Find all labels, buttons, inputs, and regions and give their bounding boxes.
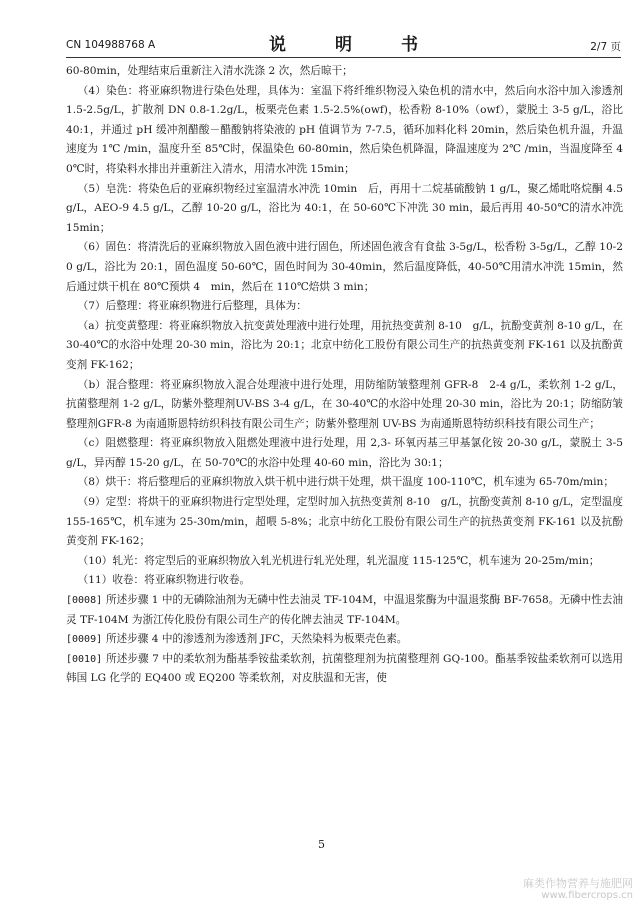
header-rule bbox=[66, 57, 621, 58]
step-6-color-fixing: （6）固色：将清洗后的亚麻织物放入固色液中进行固色，所述固色液含有食盐 3-5g/L，松香粉 3-5g/L，乙醇 10-20 g/L，浴比为 20:1，固色温度 50-60℃，固色时间为 30-40min，然后温度降低，40-50℃用清水冲洗 15min，然后通过烘干机在 80℃预烘 4 min，然后在 110℃焙烘 3 min； bbox=[66, 241, 623, 293]
paragraph-number: [0008] bbox=[66, 595, 103, 607]
watermark-site-name: 麻类作物营养与施肥网 bbox=[523, 877, 633, 890]
document-number: CN 104988768 A bbox=[66, 39, 156, 51]
step-7b-mixed-finishing: （b）混合整理：将亚麻织物放入混合处理液中进行处理，用防缩防皱整理剂 GFR-8 2-4 g/L，柔软剂 1-2 g/L，抗菌整理剂 1-2 g/L，防紫外整理剂UV-BS 3-4 g/L，在 30-40℃的水浴中处理 20-30 min，浴比为 20:1；防缩防皱整理剂GFR-8 为南通斯恩特纺织科技有限公司生产；防紫外整理剂 UV-BS 为南通斯恩特纺织科技有限公司生产； bbox=[66, 378, 623, 430]
page-header bbox=[66, 30, 621, 54]
document-body bbox=[66, 62, 623, 689]
step-7a-anti-yellowing: （a）抗变黄整理：将亚麻织物放入抗变黄处理液中进行处理，用抗热变黄剂 8-10 g/L，抗酚变黄剂 8-10 g/L，在 30-40℃的水浴中处理 20-30 min，浴比为 20:1；北京中纺化工股份有限公司生产的抗热黄变剂 FK-161 以及抗酚黄变剂 FK-162； bbox=[66, 319, 623, 371]
paragraph-number: [0009] bbox=[66, 634, 103, 646]
step-11-winding: （11）收卷：将亚麻织物进行收卷。 bbox=[77, 574, 251, 587]
paragraph-text: 所述步骤 1 中的无磷除油剂为无磷中性去油灵 TF-104M，中温退浆酶为中温退浆酶 BF-7658。无磷中性去油灵 TF-104M 为浙江传化股份有限公司生产的传化牌去油灵 TF-104M。 bbox=[66, 594, 623, 626]
paragraph-0009 bbox=[66, 630, 623, 650]
step-7-finishing: （7）后整理：将亚麻织物进行后整理，具体为： bbox=[77, 300, 307, 313]
step-9-setting: （9）定型：将烘干的亚麻织物进行定型处理，定型时加入抗热变黄剂 8-10 g/L，抗酚变黄剂 8-10 g/L，定型温度 155-165℃，机车速为 25-30m/min，超喂 5-8%；北京中纺化工股份有限公司生产的抗热黄变剂 FK-161 以及抗酚黄变剂 FK-162； bbox=[66, 496, 623, 548]
watermark-url: www.fibercrops.cn bbox=[541, 890, 633, 901]
page-number: 5 bbox=[318, 838, 325, 851]
step-4-dyeing: （4）染色：将亚麻织物进行染色处理，具体为：室温下将纤维织物浸入染色机的清水中，然后向水浴中加入渗透剂 1.5-2.5g/L，扩散剂 DN 0.8-1.2g/L，板栗壳色素 1.5-2.5%(owf)，松香粉 8-10%（owf），蒙脱土 3-5 g/L，浴比 40:1，并通过 pH 缓冲剂醋酸－醋酸钠将染液的 pH 值调节为 7-7.5，循环加料化料 20min，然后染色机升温，升温速度为 1℃ /min，温度升至 85℃时，保温染色 60-80min，然后染色机降温，降温速度为 2℃ /min，当温度降至 40℃时，将染料水排出并重新注入清水，用清水冲洗 15min； bbox=[66, 84, 623, 175]
paragraph-0010 bbox=[66, 650, 623, 689]
page-indicator: 2/7 页 bbox=[590, 41, 621, 53]
continued-text: 60-80min，处理结束后重新注入清水洗涤 2 次，然后晾干； bbox=[66, 65, 353, 77]
paragraph-number: [0010] bbox=[66, 653, 103, 665]
step-5-soaping: （5）皂洗：将染色后的亚麻织物经过室温清水冲洗 10min 后，再用十二烷基硫酸钠 1 g/L，聚乙烯吡咯烷酮 4.5 g/L，AEO-9 4.5 g/L，乙醇 10-20 g/L，浴比为 40:1，在 50-60℃下冲洗 30 min，最后再用 40-50℃的清水冲洗 15min； bbox=[66, 182, 623, 234]
step-10-calendering: （10）轧光：将定型后的亚麻织物放入轧光机进行轧光处理，轧光温度 115-125℃，机车速为 20-25m/min； bbox=[77, 554, 600, 567]
document-title: 说 明 书 bbox=[269, 35, 434, 55]
paragraph-text: 所述步骤 7 中的柔软剂为酯基季铵盐柔软剂，抗菌整理剂为抗菌整理剂 GQ-100。酯基季铵盐柔软剂可以选用韩国 LG 化学的 EQ400 或 EQ200 等柔软剂，对皮肤温和无害，使 bbox=[66, 652, 623, 685]
paragraph-0008 bbox=[66, 591, 623, 630]
step-7c-flame-retardant: （c）阻燃整理：将亚麻织物放入阻燃处理液中进行处理，用 2,3- 环氧丙基三甲基氯化铵 20-30 g/L，蒙脱土 3-5 g/L，异丙醇 15-20 g/L，在 50-70℃的水浴中处理 40-60 min，浴比为 30:1； bbox=[66, 437, 623, 469]
paragraph-text: 所述步骤 4 中的渗透剂为渗透剂 JFC，天然染料为板栗壳色素。 bbox=[106, 633, 408, 646]
step-8-drying: （8）烘干：将后整理后的亚麻织物放入烘干机中进行烘干处理，烘干温度 100-110℃，机车速为 65-70m/min； bbox=[77, 476, 614, 489]
watermark bbox=[523, 878, 633, 902]
